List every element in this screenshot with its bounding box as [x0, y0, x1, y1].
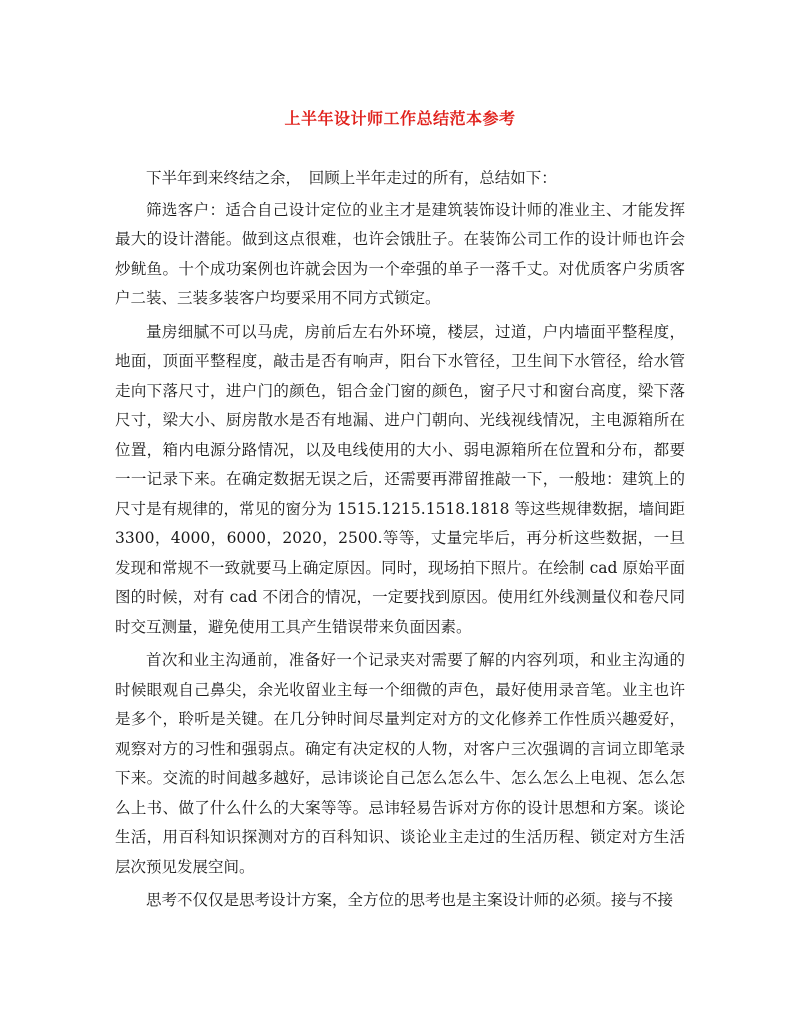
document-body [115, 164, 685, 920]
paragraph-room-measurement: 量房细腻不可以马虎，房前后左右外环境，楼层，过道，户内墙面平整程度，地面，顶面平整程度，敲击是否有响声，阳台下水管径，卫生间下水管径，给水管走向下落尺寸，进户门的颜色，铝合金门窗的颜色，窗子尺寸和窗台高度，梁下落尺寸，梁大小、厨房散水是否有地漏、进户门朝向、光线视线情况，主电源箱所在位置，箱内电源分路情况，以及电线使用的大小、弱电源箱所在位置和分布，都要一一记录下来。在确定数据无误之后，还需要再滞留推敲一下，一般地：建筑上的尺寸是有规律的，常见的窗分为 1515.1215.1518.1818 等这些规律数据，墙间距 3300，4000，6000，2020，2500.等等，丈量完毕后，再分析这些数据，一旦发现和常规不一致就要马上确定原因。同时，现场拍下照片。在绘制 cad 原始平面图的时候，对有 cad 不闭合的情况，一定要找到原因。使用红外线测量仪和卷尺同时交互测量，避免使用工具产生错误带来负面因素。 [115, 322, 685, 636]
paragraph-intro: 下半年到来终结之余， 回顾上半年走过的所有，总结如下： [146, 169, 557, 187]
paragraph-client-screening: 筛选客户：适合自己设计定位的业主才是建筑装饰设计师的准业主、才能发挥最大的设计潜能。做到这点很难，也许会饿肚子。在装饰公司工作的设计师也许会炒鱿鱼。十个成功案例也许就会因为一个牵强的单子一落千丈。对优质客户劣质客户二装、三装多装客户均要采用不同方式锁定。 [115, 200, 685, 307]
paragraph-thinking: 思考不仅仅是思考设计方案，全方位的思考也是主案设计师的必须。接与不接 [146, 891, 674, 909]
document-title: 上半年设计师工作总结范本参考 [284, 109, 516, 128]
paragraph-first-communication: 首次和业主沟通前，准备好一个记录夹对需要了解的内容列项，和业主沟通的时候眼观自己鼻尖，余光收留业主每一个细微的声色，最好使用录音笔。业主也许是多个，聆听是关键。在几分钟时间尽量判定对方的文化修养工作性质兴趣爱好，观察对方的习性和强弱点。确定有决定权的人物，对客户三次强调的言词立即笔录下来。交流的时间越多越好，忌讳谈论自己怎么怎么牛、怎么怎么上电视、怎么怎么上书、做了什么什么的大案等等。忌讳轻易告诉对方你的设计思想和方案。谈论生活，用百科知识探测对方的百科知识、谈论业主走过的生活历程、锁定对方生活层次预见发展空间。 [115, 651, 685, 876]
